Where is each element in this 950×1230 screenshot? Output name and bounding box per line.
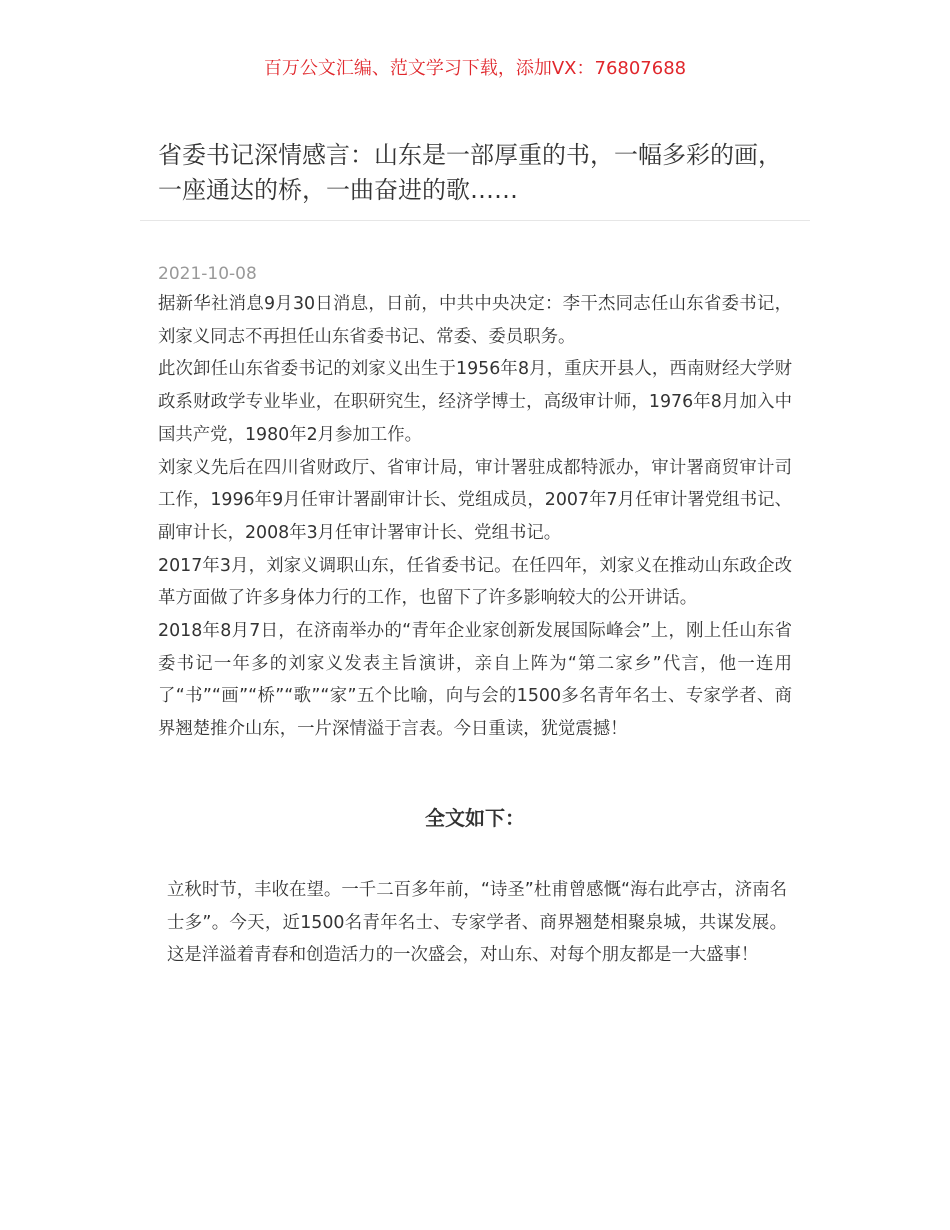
speech-paragraph: 立秋时节，丰收在望。一千二百多年前，“诗圣”杜甫曾感慨“海右此亭古，济南名士多”。今天，近1500名青年名士、专家学者、商界翘楚相聚泉城，共谋发展。这是洋溢着青春和创造活力的一次盛会，对山东、对每个朋友都是一大盛事！ <box>167 880 787 965</box>
body-paragraph: 此次卸任山东省委书记的刘家义出生于1956年8月，重庆开县人，西南财经大学财政系财政学专业毕业，在职研究生，经济学博士，高级审计师，1976年8月加入中国共产党，1980年2月参加工作。 <box>158 359 792 445</box>
body-paragraph: 2018年8月7日，在济南举办的“青年企业家创新发展国际峰会”上，刚上任山东省委书记一年多的刘家义发表主旨演讲，亲自上阵为“第二家乡”代言，他一连用了“书”“画”“桥”“歌”“家”五个比喻，向与会的1500多名青年名士、专家学者、商界翘楚推介山东，一片深情溢于言表。今日重读，犹觉震撼！ <box>158 621 792 740</box>
body-paragraph: 2017年3月，刘家义调职山东，任省委书记。在任四年，刘家义在推动山东政企改革方面做了许多身体力行的工作，也留下了许多影响较大的公开讲话。 <box>158 555 792 609</box>
article-title: 省委书记深情感言：山东是一部厚重的书，一幅多彩的画，一座通达的桥，一曲奋进的歌…… <box>158 141 782 204</box>
article-body <box>158 288 792 746</box>
publish-date: 2021-10-08 <box>158 264 257 284</box>
promo-banner: 百万公文汇编、范文学习下载，添加VX：76807688 <box>263 58 687 79</box>
body-paragraph: 据新华社消息9月30日消息，日前，中共中央决定：李干杰同志任山东省委书记，刘家义同志不再担任山东省委书记、常委、委员职务。 <box>158 294 792 347</box>
speech-body <box>167 874 787 972</box>
body-paragraph: 刘家义先后在四川省财政厅、省审计局，审计署驻成都特派办，审计署商贸审计司工作，1996年9月任审计署副审计长、党组成员，2007年7月任审计署党组书记、副审计长，2008年3月任审计署审计长、党组书记。 <box>158 457 792 543</box>
title-divider <box>140 220 810 221</box>
section-heading: 全文如下： <box>425 806 525 830</box>
